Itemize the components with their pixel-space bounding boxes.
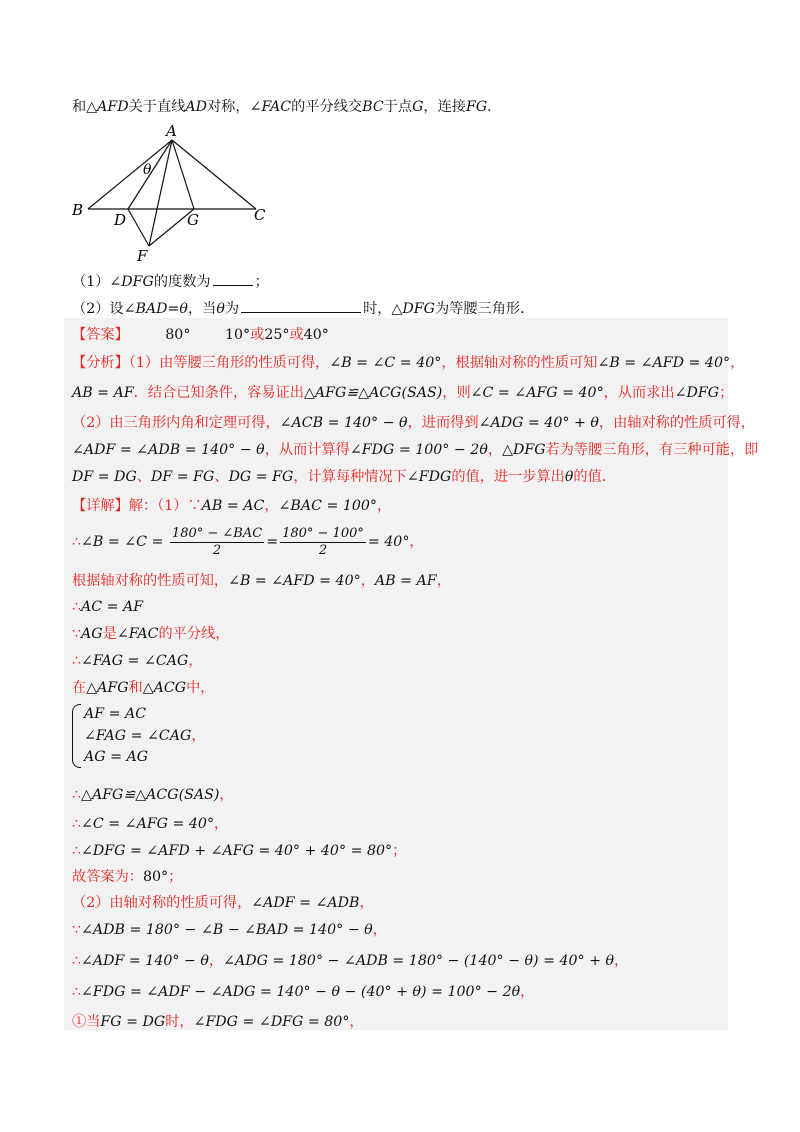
system-eq-2: ∠FAG = ∠CAG， xyxy=(84,728,206,744)
answer-blank-1[interactable] xyxy=(213,271,253,286)
detail-line-13: ∵∠ADB = 180° − ∠B − ∠BAD = 140° − θ， xyxy=(72,922,387,938)
system-brace xyxy=(72,704,81,768)
segment-ag xyxy=(172,140,194,209)
label-d: D xyxy=(114,211,127,229)
detail-line-4: ∴AC = AF xyxy=(72,599,144,615)
label-g: G xyxy=(187,211,199,229)
analysis-line-2: AB = AF．结合已知条件，容易证出△AFG≌△ACG(SAS)，则∠C = ∠AFG = 40°，从而求出∠DFG； xyxy=(72,385,734,401)
analysis-line-5: DF = DG、DF = FG、DG = FG，计算每种情况下∠FDG的值，进一步算出θ的值． xyxy=(72,469,616,485)
detail-line-9: ∴∠C = ∠AFG = 40°， xyxy=(72,816,229,832)
detail-line-8: ∴△AFG≌△ACG(SAS)， xyxy=(72,787,234,803)
detail-line-12: （2）由轴对称的性质可得，∠ADF = ∠ADB， xyxy=(72,895,374,911)
segment-df xyxy=(128,209,149,246)
detail-line-11: 故答案为：80°； xyxy=(72,869,183,885)
answer-line: 【答案】 80° 10°或25°或40° xyxy=(72,327,329,343)
analysis-line-3: （2）由三角形内角和定理可得，∠ACB = 140° − θ，进而得到∠ADG = 40° + θ，由轴对称的性质可得， xyxy=(72,415,755,431)
segment-ac xyxy=(172,140,256,209)
question-2: （2）设∠BAD=θ，当θ为 时，△DFG为等腰三角形． xyxy=(72,298,534,319)
label-b: B xyxy=(72,201,84,219)
detail-line-3: 根据轴对称的性质可知，∠B = ∠AFD = 40°，AB = AF， xyxy=(72,573,451,589)
question-1: （1）∠DFG的度数为 ； xyxy=(72,271,269,292)
label-f: F xyxy=(137,247,148,263)
detail-line-14: ∴∠ADF = 140° − θ，∠ADG = 180° − ∠ADB = 180° − (140° − θ) = 40° + θ， xyxy=(72,953,629,969)
fraction-2: $\frac{180^\circ - 100^\circ}{2}$ xyxy=(282,525,364,558)
label-c: C xyxy=(254,206,266,224)
detail-line-6: ∴∠FAG = ∠CAG， xyxy=(72,653,203,669)
analysis-line-4: ∠ADF = ∠ADB = 140° − θ，从而计算得∠FDG = 100° − 2θ，△DFG若为等腰三角形，有三种可能，即 xyxy=(72,442,759,458)
detail-line-1: 【详解】解：（1）∵AB = AC，∠BAC = 100°， xyxy=(72,498,392,514)
detail-line-15: ∴∠FDG = ∠ADF − ∠ADG = 140° − θ − (40° + θ) = 100° − 2θ， xyxy=(72,984,535,1000)
detail-line-16: ①当FG = DG时，∠FDG = ∠DFG = 80°， xyxy=(72,1014,364,1030)
system-eq-3: AG = AG xyxy=(84,749,149,765)
geometry-figure xyxy=(70,118,280,263)
detail-line-10: ∴∠DFG = ∠AFD + ∠AFG = 40° + 40° = 80°； xyxy=(72,843,407,859)
label-a: A xyxy=(166,122,177,140)
system-eq-1: AF = AC xyxy=(84,706,147,722)
detail-line-7: 在△AFG和△ACG中， xyxy=(72,680,215,696)
detail-line-5: ∵AG是∠FAC的平分线， xyxy=(72,626,230,642)
detail-line-2: ∴∠B = ∠C = $\frac{\text{180° − ∠BAC}}{2}$ = $\frac{180^\circ - 100^\circ}{2}$ = 40°， xyxy=(72,525,424,558)
fraction-1: $\frac{\text{180° − ∠BAC}}{2}$ xyxy=(171,525,263,558)
label-theta: θ xyxy=(143,162,152,178)
problem-intro: 和△AFD关于直线AD对称，∠FAC的平分线交BC于点G，连接FG． xyxy=(72,99,502,115)
answer-blank-2[interactable] xyxy=(241,298,361,313)
analysis-line-1: 【分析】（1）由等腰三角形的性质可得，∠B = ∠C = 40°，根据轴对称的性质可知∠B = ∠AFD = 40°， xyxy=(72,355,745,371)
